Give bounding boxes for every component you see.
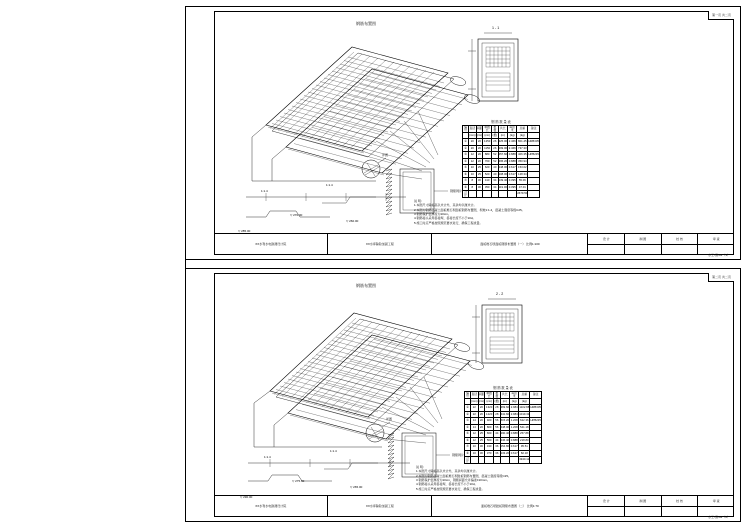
- cell: 44: [495, 431, 499, 436]
- sheet-corner-label: 第二页 共二页: [708, 273, 734, 282]
- cell: 448.00: [500, 424, 510, 429]
- th: 单根长: [486, 391, 492, 398]
- notes-block-bottom: [416, 465, 536, 491]
- cell: 56: [495, 424, 499, 429]
- cell: 218.80: [520, 437, 529, 442]
- cell: 299.00: [498, 145, 508, 150]
- cell: 56: [495, 418, 499, 423]
- th: (kg): [510, 398, 519, 405]
- cell: [483, 191, 492, 198]
- cell: 40: [493, 171, 497, 176]
- cell: 34: [493, 184, 497, 189]
- cell: 880: [483, 152, 492, 159]
- cell: 760: [483, 158, 492, 165]
- cell: 457.60: [498, 152, 508, 157]
- table-title: 钢 筋 数 量 表: [493, 386, 513, 390]
- cell: 36: [495, 444, 499, 449]
- cell: 12: [469, 152, 477, 159]
- cell: 1250: [484, 139, 491, 144]
- table-title: 钢 筋 数 量 表: [491, 120, 511, 124]
- cell: 20: [477, 152, 481, 157]
- th: 间距: [478, 392, 485, 397]
- cell: 22: [471, 411, 479, 418]
- drawing-sheet-top: [185, 6, 741, 260]
- cell: 95.51: [519, 444, 530, 451]
- title-block-top: [214, 233, 734, 255]
- tb-label: 校 核: [662, 234, 699, 244]
- cell: 28: [495, 411, 499, 416]
- cell: 30: [479, 450, 483, 455]
- slope-label-left: 1:1.4: [261, 189, 268, 193]
- cell: 20: [477, 158, 481, 163]
- th: (m): [498, 132, 508, 139]
- tb-label: 设 计: [588, 496, 625, 506]
- cell: 0.888: [508, 152, 516, 157]
- cell: 12: [471, 431, 479, 438]
- cell: HPB235: [528, 152, 539, 157]
- cell: ⑧: [466, 450, 469, 455]
- design-institute: XX水利水电勘测设计院: [255, 504, 287, 508]
- project-name: XX水库除险加固工程: [365, 504, 394, 508]
- table-row-total: [463, 191, 540, 198]
- cell: HRB335: [530, 405, 541, 410]
- cell: 10: [469, 165, 477, 172]
- rebar-panel-label: 钢筋网片: [450, 189, 463, 193]
- cell: 154.80: [500, 444, 510, 449]
- note-line: 4.钢筋接头采用搭接焊，搭接长度不小于10d。: [414, 216, 476, 221]
- cell: 350.94: [518, 158, 527, 163]
- cell: 14: [471, 418, 479, 425]
- cell: 257.88: [520, 431, 529, 436]
- cell: 290.40: [500, 431, 510, 436]
- th: (kg): [517, 132, 528, 139]
- cell: [510, 457, 519, 464]
- cell: 660: [485, 431, 494, 438]
- cell: ①: [464, 139, 467, 144]
- cell: 52: [493, 158, 497, 163]
- th: (mm): [471, 398, 478, 403]
- cell: [508, 191, 517, 198]
- cell: ⑥: [464, 171, 467, 176]
- th: 共长: [502, 392, 508, 397]
- cell: 119.00: [498, 184, 508, 189]
- cell: 0.888: [510, 431, 518, 436]
- cell: 737.33: [518, 145, 527, 150]
- table-header-row-1: [463, 126, 540, 133]
- tb-label: 审 查: [712, 237, 720, 241]
- cell: 25: [477, 171, 481, 176]
- sheet-name: 面板堆石坝面板钢筋布置图（一） 比例1:100: [480, 242, 540, 246]
- th: (cm): [478, 398, 485, 403]
- th: 每延米: [511, 391, 517, 398]
- cell: 0.617: [508, 171, 516, 176]
- cell: ③: [466, 418, 469, 423]
- tb-value: [588, 245, 625, 255]
- cell: 3940.12: [519, 457, 530, 462]
- cell: [476, 191, 483, 198]
- cell: 541.18: [520, 424, 529, 429]
- cell: ⑦: [464, 178, 467, 183]
- elevation-label-3: ▽ 260.00: [346, 219, 359, 223]
- note-line: 2.本图为钢筋混凝土面板堆石坝趾板钢筋布置图，混凝土强度等级C25。: [416, 473, 512, 478]
- cell: 1220: [486, 411, 493, 416]
- note-line: 3.钢筋保护层厚度为10cm，钢筋间距允许偏差±10mm。: [416, 478, 490, 483]
- cell: HPB235: [530, 418, 541, 423]
- cell: 2679.50: [517, 191, 528, 196]
- cell: 133.20: [500, 450, 510, 455]
- note-line: 2.本图为钢筋混凝土面板堆石坝面板钢筋布置图，坝坡1:1.4，混凝土强度等级C25。: [414, 207, 525, 212]
- th: 总重: [519, 392, 530, 399]
- cell: 40: [493, 165, 497, 170]
- cell: 22: [471, 405, 479, 412]
- tb-label: 校 核: [662, 496, 699, 506]
- sheet-name: 面板堆石坝趾板钢筋布置图（二） 比例1:70: [481, 504, 539, 508]
- cell: 520: [483, 171, 492, 178]
- cell: 合计: [466, 456, 469, 463]
- cell: 20: [477, 145, 481, 150]
- note-line: 说 明：: [414, 199, 424, 203]
- cell: 0.395: [508, 184, 516, 189]
- sheet-corner-label: 第一页 共二页: [708, 11, 734, 20]
- elevation-label-3: ▽ 265.00: [350, 485, 363, 489]
- design-institute: XX水利水电勘测设计院: [255, 242, 287, 246]
- tb-label: 制 图: [625, 496, 662, 506]
- drawing-title-top: 钢筋布置图: [356, 21, 376, 26]
- cell: 36: [495, 450, 499, 455]
- tb-value: [662, 507, 699, 517]
- th: 总重: [517, 126, 528, 133]
- th: (cm): [486, 398, 492, 403]
- cell: 34: [493, 178, 497, 183]
- th: 共长: [500, 126, 506, 131]
- cell: HRB335: [528, 139, 539, 144]
- drawing-title-bottom: 钢筋布置图: [356, 283, 376, 288]
- th: (cm): [476, 132, 483, 137]
- cell: 20: [479, 418, 483, 423]
- note-line: 1.本图尺寸除标高以米计外，其余均以厘米计。: [414, 203, 477, 208]
- cell: ⑤: [464, 165, 467, 170]
- th: 直径: [471, 392, 478, 397]
- cell: ⑤: [466, 431, 469, 436]
- th: 每延米: [509, 125, 515, 132]
- cell: 370: [485, 450, 494, 457]
- slope-label-right: 1:1.4: [330, 449, 337, 453]
- tb-label: 制 图: [625, 234, 662, 244]
- cell: 1150: [484, 145, 491, 150]
- cell: 0.395: [508, 178, 516, 183]
- cell: 12: [471, 437, 479, 444]
- cell: 620: [483, 165, 492, 172]
- rebar-panel-label: 钢筋网片: [452, 453, 465, 457]
- th: 根数: [493, 125, 497, 132]
- th: 编号: [466, 391, 469, 398]
- cell: 12: [469, 158, 477, 165]
- cell: 10: [471, 444, 479, 451]
- th: 备注: [530, 392, 542, 399]
- cell: 350: [483, 184, 492, 191]
- cell: 55.06: [517, 178, 528, 185]
- project-name: XX水库除险加固工程: [365, 242, 394, 246]
- cell: 26: [493, 145, 497, 150]
- rebar-quantity-table-top: [462, 119, 540, 198]
- cell: 560: [485, 437, 494, 444]
- cell: 30: [477, 184, 481, 189]
- cell: ②: [466, 411, 469, 416]
- tb-label: 审 查: [712, 499, 720, 503]
- cell: 1.208: [510, 424, 518, 429]
- cell: 410: [483, 178, 492, 185]
- cell: ⑥: [466, 437, 469, 442]
- cell: 20: [469, 145, 477, 152]
- cell: 82.18: [519, 450, 530, 457]
- cell: 2.466: [508, 145, 516, 150]
- elevation-label-2: ▽ 275.00: [292, 479, 305, 483]
- cell: 128.34: [518, 171, 527, 176]
- cell: 0.888: [508, 158, 516, 163]
- cell: 25: [479, 431, 483, 436]
- cell: 1019.33: [519, 411, 530, 416]
- detail-circle-label: 详图: [382, 153, 389, 157]
- cell: 800: [485, 424, 494, 431]
- cell: 20: [479, 424, 483, 429]
- cell: 8: [469, 178, 477, 185]
- cell: ⑧: [464, 184, 467, 189]
- cell: 1102.88: [519, 405, 530, 410]
- note-line: 5.施工时应严格按照规范要求进行，确保工程质量。: [416, 486, 485, 491]
- section-label-top: 1 - 1: [492, 26, 500, 30]
- elevation-label-2: ▽ 270.00: [290, 213, 303, 217]
- slope-label-left: 1:1.4: [264, 455, 271, 459]
- tb-value: [625, 507, 662, 517]
- section-view: [464, 31, 532, 113]
- cell: [530, 457, 542, 464]
- note-line: 4.钢筋接头采用搭接焊，搭接长度不小于10d。: [416, 482, 478, 487]
- elevation-label-1: ▽ 285.00: [238, 229, 251, 233]
- cell: 44: [495, 437, 499, 442]
- cell: 28: [495, 405, 499, 410]
- cell: 430: [485, 444, 494, 451]
- sheet-number-bottom: 水工-施-02（2）: [707, 515, 730, 519]
- cell: 246.40: [500, 437, 510, 442]
- notes-block-top: [414, 199, 534, 225]
- cell: 341.60: [500, 411, 510, 416]
- tb-label: 设 计: [588, 234, 625, 244]
- note-line: 5.施工时应严格按照规范要求进行，确保工程质量。: [414, 220, 483, 225]
- cell: [469, 191, 477, 198]
- cell: 801.45: [518, 139, 527, 144]
- cell: 406.35: [518, 152, 527, 157]
- cell: 515.20: [500, 418, 510, 423]
- cell: [471, 457, 479, 464]
- cell: 139.40: [498, 178, 508, 183]
- th: 间距: [476, 126, 483, 131]
- cell: 26: [493, 139, 497, 144]
- th: (m): [500, 398, 510, 405]
- cell: 2.984: [510, 405, 518, 410]
- cell: 920: [485, 418, 494, 425]
- cell: [498, 191, 508, 198]
- th: (mm): [469, 132, 476, 137]
- cell: ⑦: [466, 444, 469, 449]
- cell: 52: [493, 152, 497, 157]
- cell: 153.02: [518, 165, 527, 170]
- note-line: 3.钢筋保护层厚度为10cm。: [414, 212, 451, 217]
- tb-value: [662, 245, 699, 255]
- rebar-quantity-table-bottom: [464, 385, 542, 464]
- cell: 369.60: [500, 405, 510, 410]
- cell: 25: [479, 437, 483, 442]
- cell: 20: [479, 411, 483, 416]
- note-line: 1.本图尺寸除标高以米计外，其余均以厘米计。: [416, 469, 479, 474]
- cell: 2.984: [510, 411, 518, 416]
- cell: 0.617: [508, 165, 516, 170]
- cell: [478, 457, 485, 464]
- cell: 30: [479, 444, 483, 449]
- th: 单根长: [484, 125, 490, 132]
- cell: 8: [469, 184, 477, 191]
- cell: 1.208: [510, 418, 518, 423]
- note-line: 说 明：: [416, 465, 426, 469]
- detail-circle-label: 详图: [386, 417, 393, 421]
- sheet-number-top: 水工-施-01（1）: [707, 253, 730, 257]
- cell: 325.00: [498, 139, 508, 144]
- th: (cm): [484, 132, 490, 137]
- elevation-label-1: ▽ 290.00: [240, 495, 253, 499]
- cell: ②: [464, 145, 467, 150]
- section-label-bottom: 2 - 2: [496, 292, 504, 296]
- cell: 0.617: [510, 444, 518, 449]
- tb-value: [625, 245, 662, 255]
- tb-value: [588, 507, 625, 517]
- cell: 395.20: [498, 158, 508, 163]
- cell: ④: [466, 424, 469, 429]
- cell: 47.01: [517, 184, 528, 191]
- cell: 合计: [464, 190, 467, 197]
- cell: [528, 191, 540, 198]
- cell: 30: [477, 178, 481, 183]
- cell: ④: [464, 158, 467, 163]
- th: 编号: [464, 125, 467, 132]
- cell: 10: [469, 171, 477, 178]
- cell: 622.36: [520, 418, 529, 423]
- slope-label-right: 1:1.4: [326, 183, 333, 187]
- th: 根数: [495, 391, 499, 398]
- cell: [500, 457, 510, 464]
- cell: 20: [469, 139, 477, 146]
- th: 备注: [528, 126, 540, 133]
- th: (根): [494, 398, 500, 403]
- cell: ①: [466, 405, 469, 410]
- cell: 2.466: [508, 139, 516, 144]
- cell: 0.888: [510, 437, 518, 442]
- detail-circle: [358, 155, 388, 185]
- drawing-sheet-bottom: [185, 268, 741, 522]
- table-header-row-1: [465, 392, 542, 399]
- cell: 20: [477, 139, 481, 144]
- cell: 0.617: [510, 450, 518, 455]
- title-block-bottom: [214, 495, 734, 517]
- cell: 248.00: [498, 165, 508, 170]
- cell: 208.00: [498, 171, 508, 176]
- cell: [485, 457, 494, 464]
- cell: 25: [477, 165, 481, 170]
- cell: 1320: [486, 405, 493, 410]
- table-row-total: [465, 457, 542, 464]
- cell: 14: [471, 424, 479, 431]
- cell: 20: [479, 405, 483, 410]
- th: (kg): [508, 132, 517, 139]
- th: (根): [492, 132, 498, 137]
- th: 直径: [469, 126, 476, 131]
- cell: 10: [471, 450, 479, 457]
- th: (kg): [519, 398, 530, 405]
- cell: ③: [464, 152, 467, 157]
- section-view: [468, 297, 536, 379]
